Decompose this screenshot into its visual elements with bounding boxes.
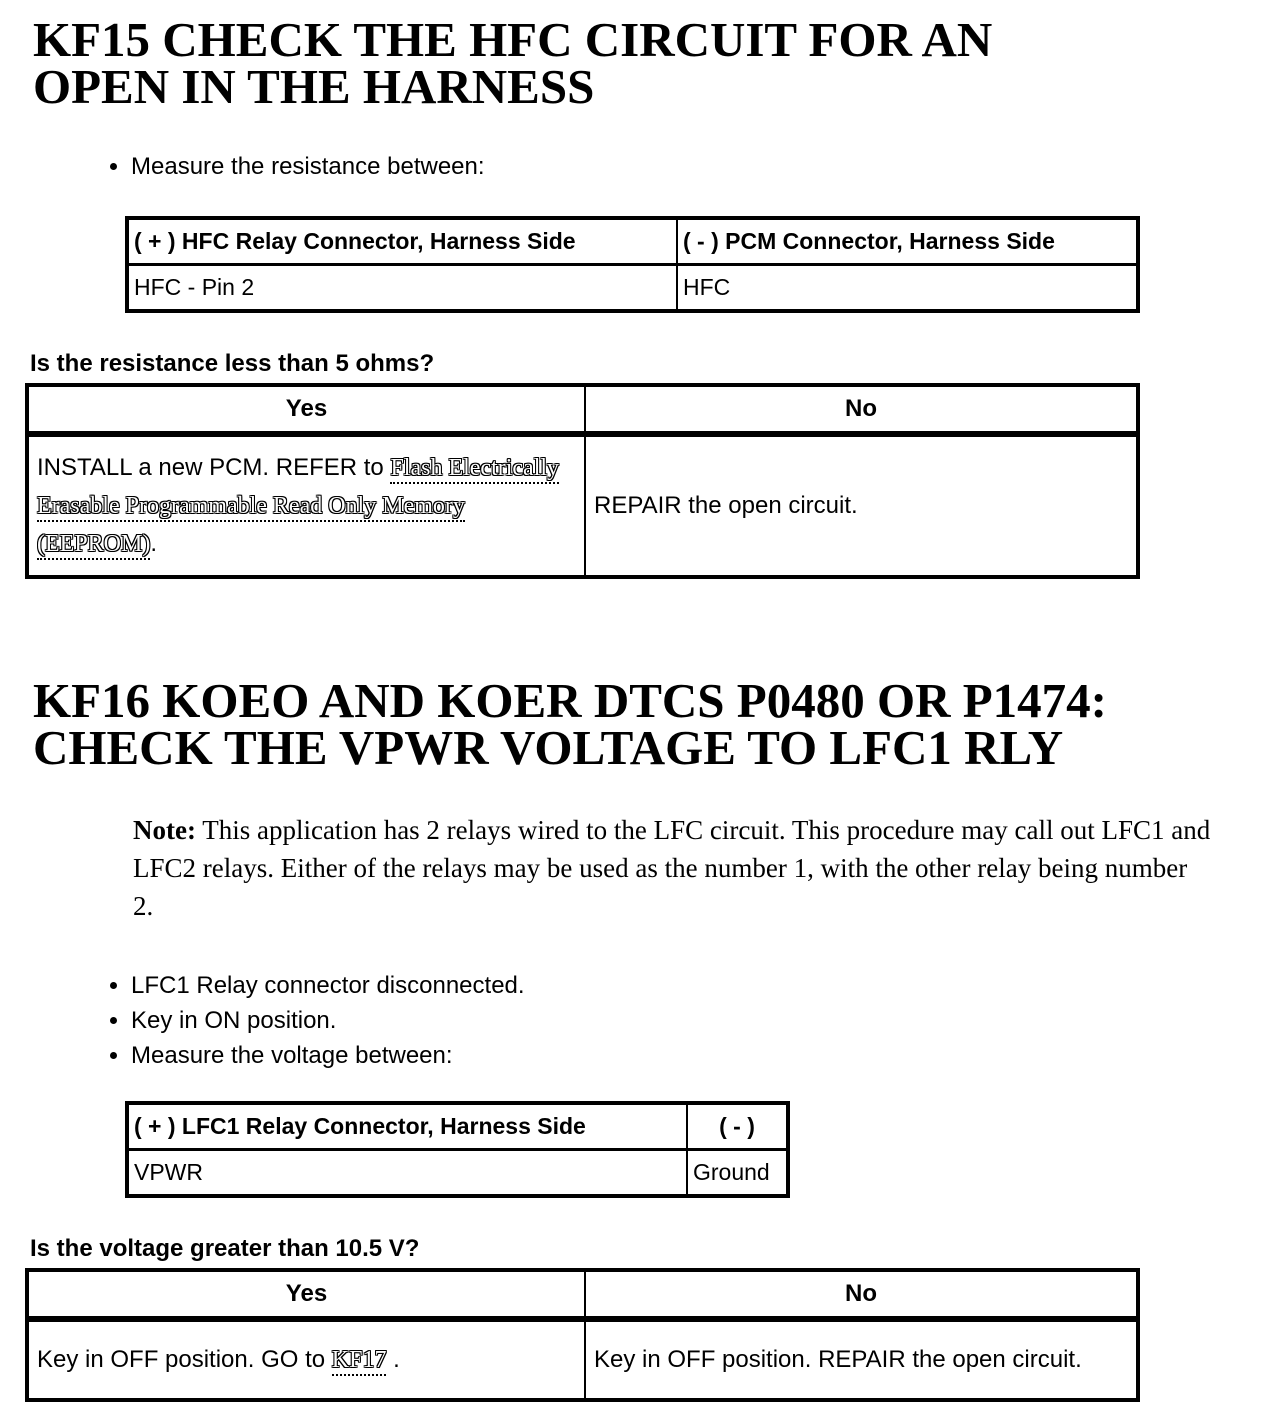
kf16-measure-cell-positive: VPWR — [127, 1150, 687, 1197]
kf15-measure-cell-negative: HFC — [677, 265, 1138, 312]
kf15-yes-text-before-link: INSTALL a new PCM. REFER to — [37, 454, 391, 481]
table-header-row — [127, 1103, 788, 1150]
kf16-section-heading: KF16 KOEO AND KOER DTCS P0480 OR P1474: CHECK THE VPWR VOLTAGE TO LFC1 RLY — [33, 673, 1107, 775]
kf17-step-link[interactable]: KF17 — [332, 1347, 387, 1376]
kf16-measure-header-negative: ( - ) — [687, 1103, 788, 1150]
kf16-note — [133, 811, 1211, 925]
kf15-yes-header: Yes — [27, 385, 585, 434]
eeprom-procedure-link[interactable]: Flash Electrically Erasable Programmable Read Only Memory (EEPROM) — [37, 455, 559, 560]
kf16-no-header: No — [585, 1270, 1138, 1319]
kf15-bullet-measure-resistance: • Measure the resistance between: — [131, 154, 1264, 180]
kf15-measurement-table — [125, 216, 1140, 313]
kf15-measure-header-positive: ( + ) HFC Relay Connector, Harness Side — [127, 218, 677, 265]
table-row — [27, 434, 1138, 577]
kf15-yes-cell — [27, 434, 585, 577]
kf15-section-heading: KF15 CHECK THE HFC CIRCUIT FOR AN OPEN IN THE HARNESS — [33, 12, 993, 114]
kf15-measure-cell-positive: HFC - Pin 2 — [127, 265, 677, 312]
kf16-yes-header: Yes — [27, 1270, 585, 1319]
table-header-row — [27, 1270, 1138, 1319]
kf16-measure-header-positive: ( + ) LFC1 Relay Connector, Harness Side — [127, 1103, 687, 1150]
kf16-yes-text-before-link: Key in OFF position. GO to — [37, 1346, 332, 1373]
kf15-no-cell: REPAIR the open circuit. — [585, 434, 1138, 577]
kf16-bullet-list — [0, 973, 1264, 1069]
kf16-yes-text-after-link: . — [386, 1346, 400, 1373]
kf15-decision-table — [25, 383, 1140, 579]
table-header-row — [127, 218, 1138, 265]
kf16-no-cell: Key in OFF position. REPAIR the open circuit. — [585, 1319, 1138, 1400]
note-text: This application has 2 relays wired to the LFC circuit. This procedure may call out LFC1 and LFC2 relays. Either of the relays may be used as the number 1, with the other relay being number 2. — [133, 815, 1211, 921]
table-header-row — [27, 385, 1138, 434]
kf16-bullet-relay-disconnected: • LFC1 Relay connector disconnected. — [131, 973, 1264, 999]
note-label: Note: — [133, 815, 196, 845]
kf16-yes-cell — [27, 1319, 585, 1400]
kf16-decision-table — [25, 1268, 1140, 1402]
table-row — [127, 1150, 788, 1197]
kf16-bullet-key-on: • Key in ON position. — [131, 1008, 1264, 1034]
kf15-measure-header-negative: ( - ) PCM Connector, Harness Side — [677, 218, 1138, 265]
kf16-measurement-table — [125, 1101, 790, 1198]
kf15-bullet-list — [0, 154, 1264, 180]
kf16-measure-cell-negative: Ground — [687, 1150, 788, 1197]
table-row — [127, 265, 1138, 312]
kf15-no-header: No — [585, 385, 1138, 434]
kf16-question: Is the voltage greater than 10.5 V? — [30, 1235, 420, 1262]
table-row — [27, 1319, 1138, 1400]
kf15-yes-text-after-link: . — [150, 530, 158, 557]
kf15-question: Is the resistance less than 5 ohms? — [30, 350, 435, 377]
kf16-bullet-measure-voltage: • Measure the voltage between: — [131, 1043, 1264, 1069]
